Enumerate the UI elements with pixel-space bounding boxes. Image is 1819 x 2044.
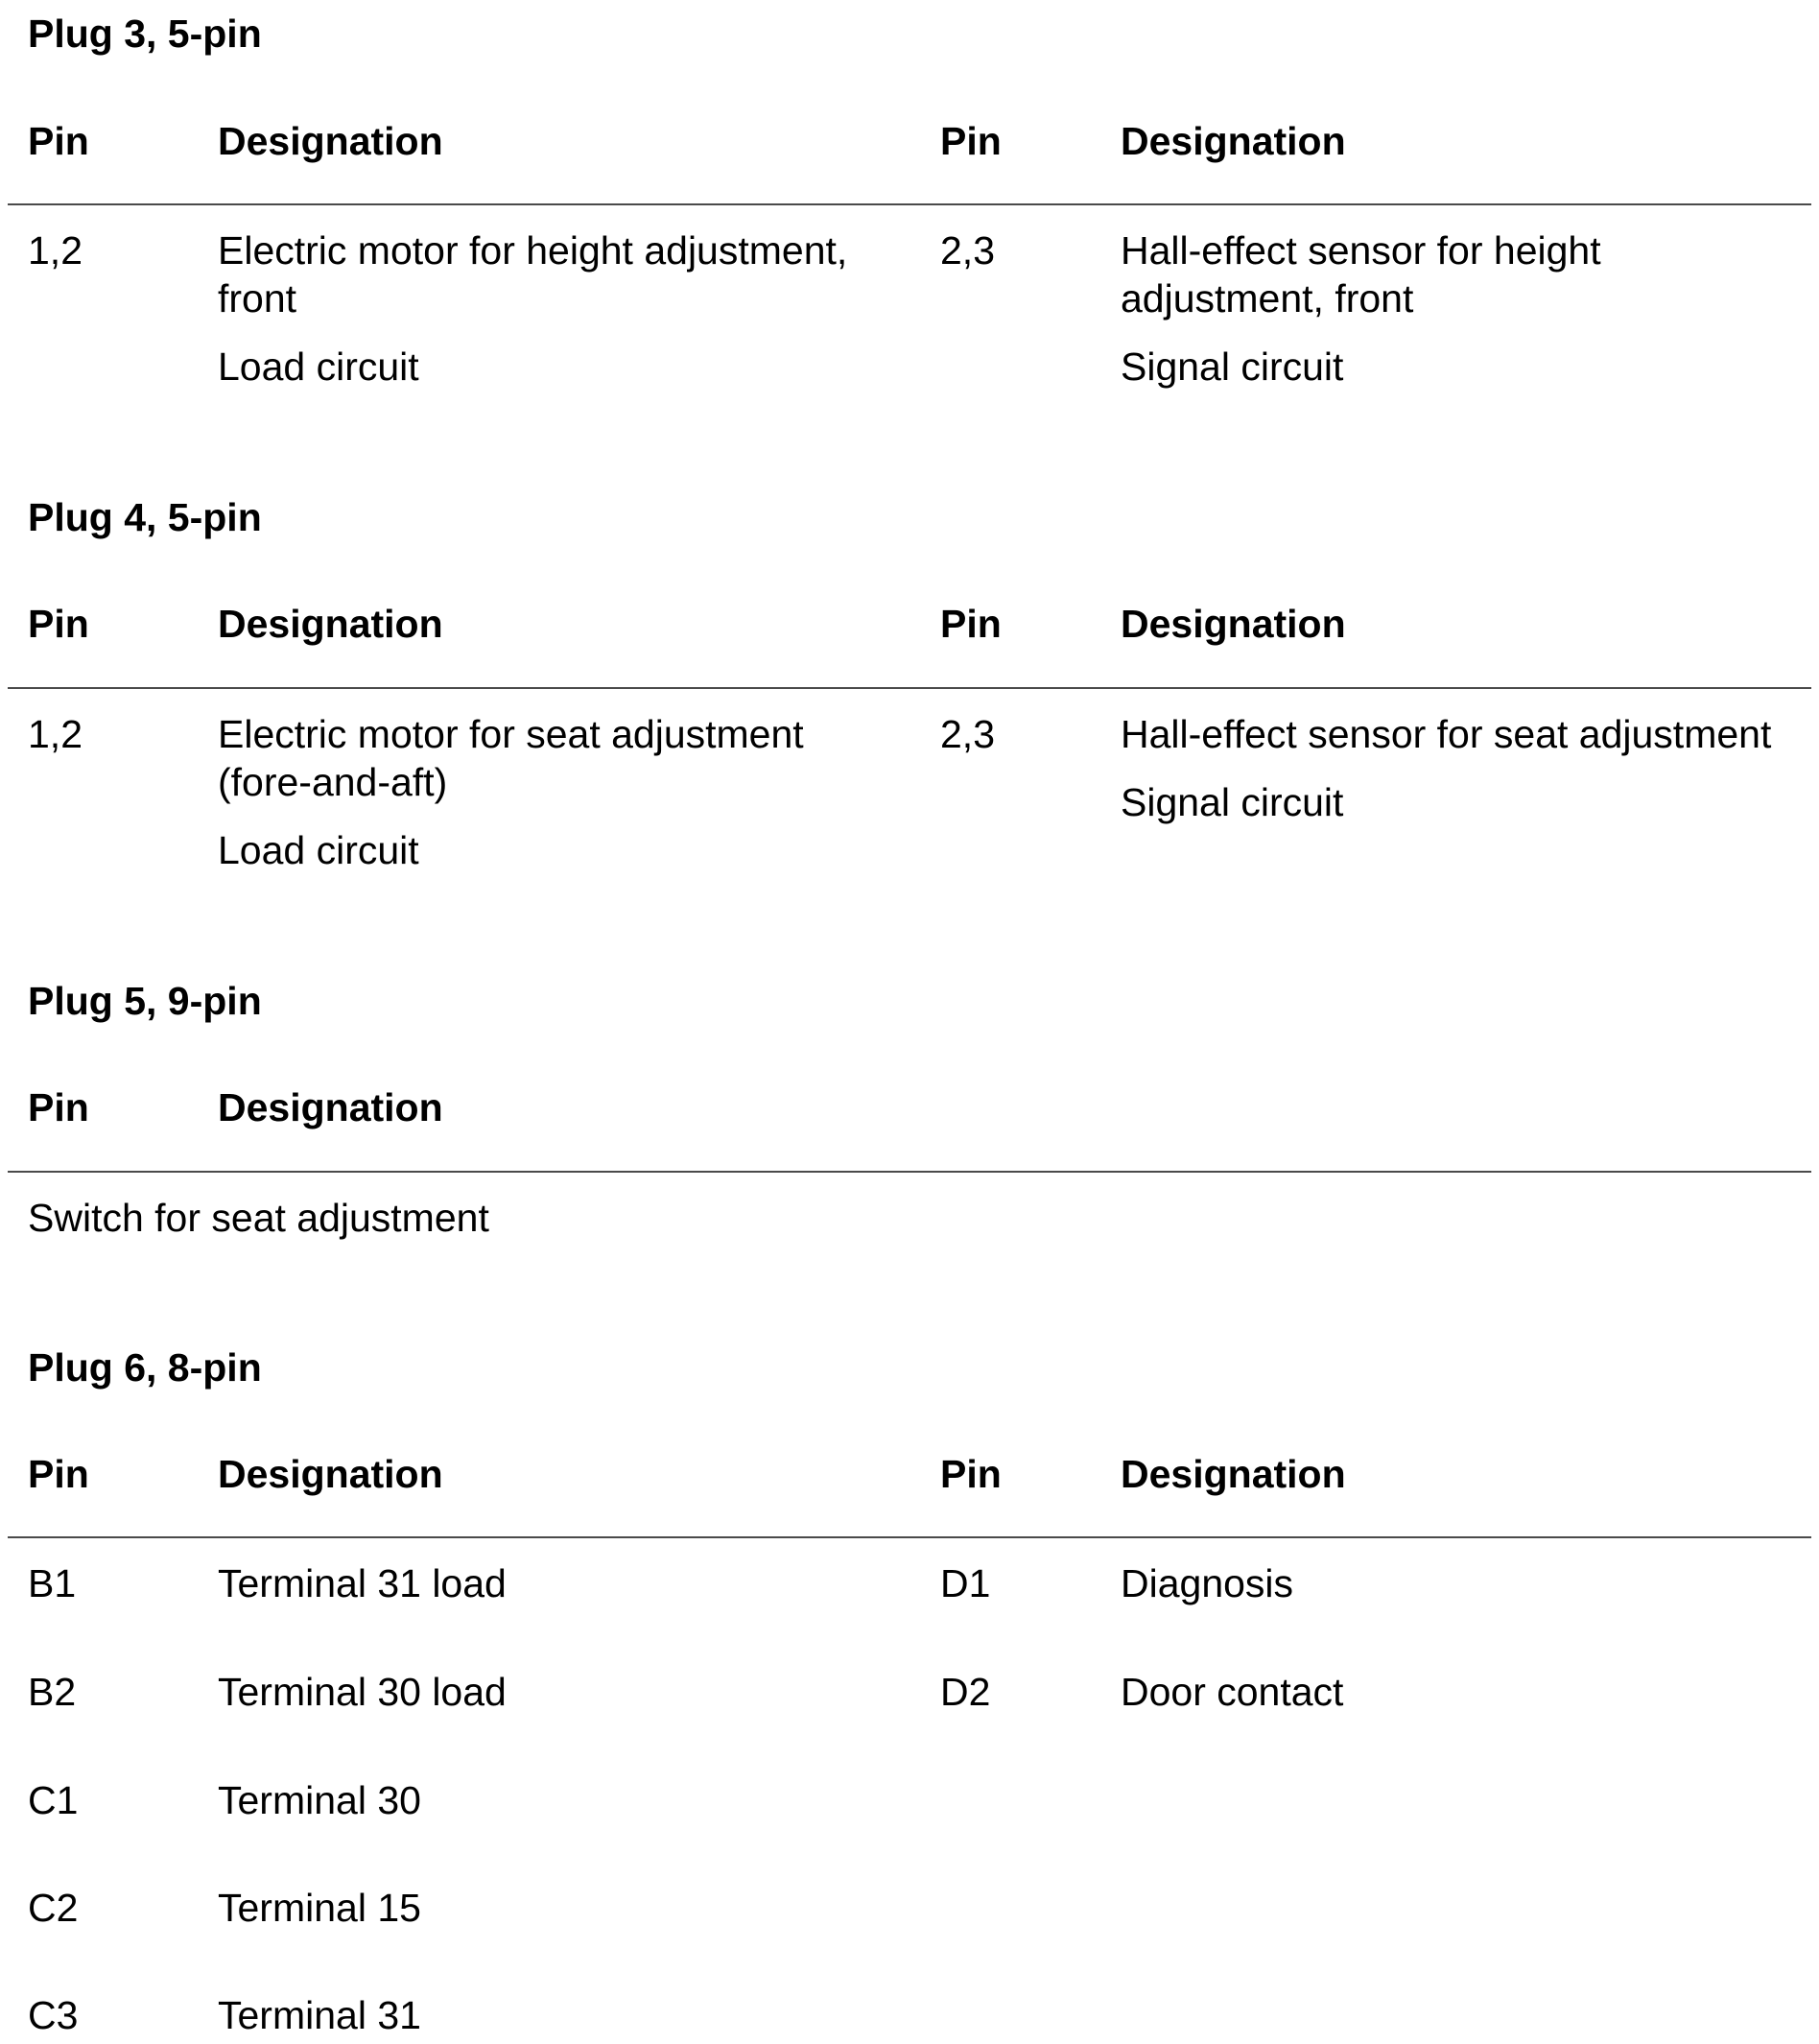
plug3-row-left-designation-line1: Electric motor for height adjustment, <box>218 228 848 273</box>
plug6-row-left-pin: C2 <box>28 1886 79 1930</box>
plug6-row-left-pin: C3 <box>28 1993 79 2037</box>
plug3-row-right-circuit: Signal circuit <box>1121 345 1344 389</box>
plug3-row-right-designation-line2: adjustment, front <box>1121 276 1414 321</box>
plug6-title: Plug 6, 8-pin <box>28 1345 262 1390</box>
plug4-row-left-designation-line2: (fore-and-aft) <box>218 760 448 804</box>
plug4-header-designation-right: Designation <box>1121 602 1346 646</box>
plug3-header-pin-left: Pin <box>28 119 89 163</box>
plug5-header-designation: Designation <box>218 1085 443 1129</box>
plug3-row-left-designation-line2: front <box>218 276 297 321</box>
plug4-row-left-pin: 1,2 <box>28 712 83 756</box>
plug4-header-pin-left: Pin <box>28 602 89 646</box>
plug4-header-pin-right: Pin <box>940 602 1002 646</box>
plug6-row-left-designation: Terminal 31 <box>218 1993 421 2037</box>
plug4-row-left-circuit: Load circuit <box>218 828 419 872</box>
plug6-header-designation-right: Designation <box>1121 1452 1346 1496</box>
plug6-row-left-pin: B2 <box>28 1670 77 1714</box>
plug3-row-left-circuit: Load circuit <box>218 345 419 389</box>
plug6-row-left-designation: Terminal 31 load <box>218 1561 507 1605</box>
plug6-header-pin-left: Pin <box>28 1452 89 1496</box>
plug5-title: Plug 5, 9-pin <box>28 979 262 1023</box>
plug4-row-right-designation-line1: Hall-effect sensor for seat adjustment <box>1121 712 1772 756</box>
plug5-header-pin: Pin <box>28 1085 89 1129</box>
plug6-row-right-designation: Diagnosis <box>1121 1561 1294 1605</box>
plug3-row-right-designation-line1: Hall-effect sensor for height <box>1121 228 1601 273</box>
plug5-header-divider <box>8 1171 1811 1173</box>
plug6-row-right-pin: D1 <box>940 1561 991 1605</box>
plug4-header-divider <box>8 687 1811 689</box>
plug3-header-pin-right: Pin <box>940 119 1002 163</box>
plug4-title: Plug 4, 5-pin <box>28 495 262 539</box>
plug3-row-left-pin: 1,2 <box>28 228 83 273</box>
plug3-header-divider <box>8 203 1811 205</box>
plug4-row-right-pin: 2,3 <box>940 712 995 756</box>
plug3-row-right-pin: 2,3 <box>940 228 995 273</box>
plug3-header-designation-right: Designation <box>1121 119 1346 163</box>
plug6-header-designation-left: Designation <box>218 1452 443 1496</box>
plug6-row-left-pin: C1 <box>28 1778 79 1822</box>
plug6-row-right-pin: D2 <box>940 1670 991 1714</box>
plug5-note: Switch for seat adjustment <box>28 1196 489 1240</box>
plug4-header-designation-left: Designation <box>218 602 443 646</box>
plug6-row-left-pin: B1 <box>28 1561 77 1605</box>
plug3-header-designation-left: Designation <box>218 119 443 163</box>
plug4-row-left-designation-line1: Electric motor for seat adjustment <box>218 712 804 756</box>
plug6-row-right-designation: Door contact <box>1121 1670 1344 1714</box>
plug3-title: Plug 3, 5-pin <box>28 12 262 56</box>
plug6-header-pin-right: Pin <box>940 1452 1002 1496</box>
plug6-row-left-designation: Terminal 30 load <box>218 1670 507 1714</box>
plug6-row-left-designation: Terminal 15 <box>218 1886 421 1930</box>
plug4-row-right-circuit: Signal circuit <box>1121 780 1344 824</box>
plug6-header-divider <box>8 1536 1811 1538</box>
plug6-row-left-designation: Terminal 30 <box>218 1778 421 1822</box>
